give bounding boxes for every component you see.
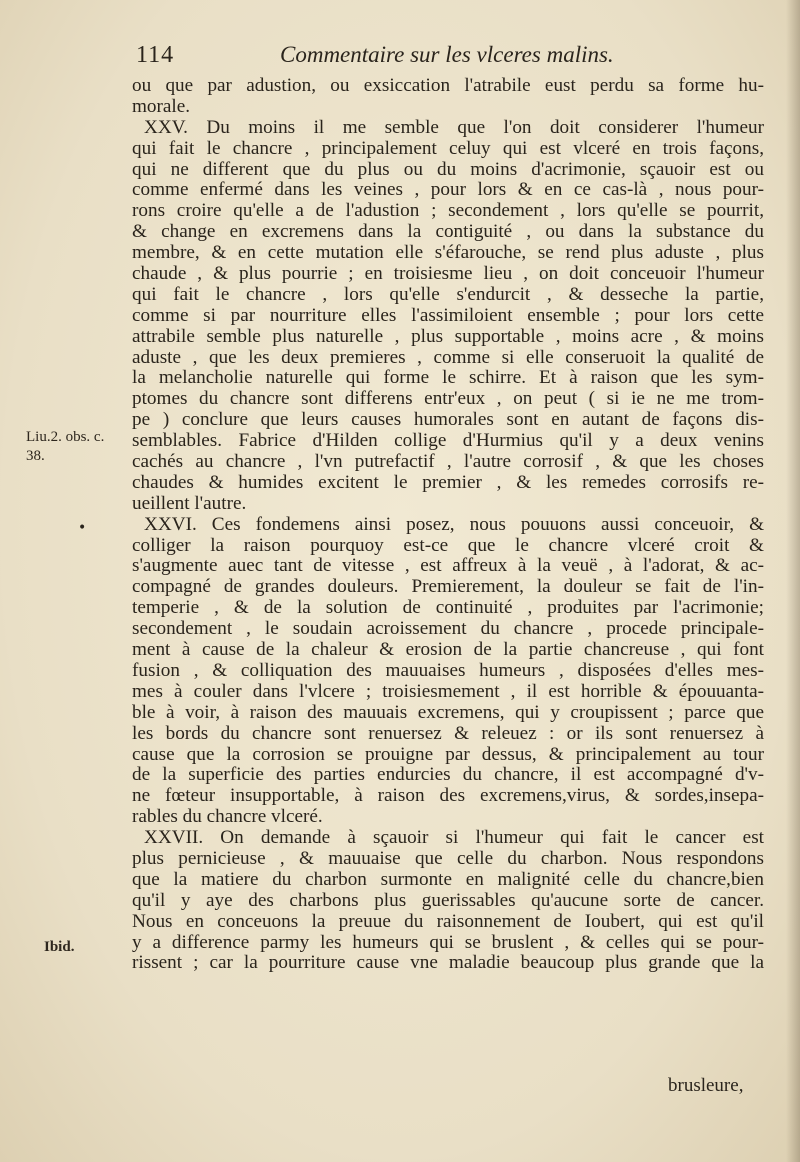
text-line: chaudes & humides excitent le premier , & les remedes corrosifs re- <box>132 472 764 493</box>
text-line: XXV. Du moins il me semble que l'on doit considerer l'humeur <box>144 117 764 138</box>
text-line: temperie , & de la solution de continuité , produites par l'acrimonie; <box>132 598 764 619</box>
text-line: cause que la corrosion se prouigne par dessus, & principalement au tour <box>132 744 764 765</box>
text-line: ou que par adustion, ou exsiccation l'atrabile eust perdu sa forme hu- <box>132 76 764 96</box>
text-line: ment à cause de la chaleur & erosion de la partie chancreuse , qui font <box>132 640 764 661</box>
text-line: qu'il y aye des charbons plus guerissables qu'aucune sorte de cancer. <box>132 890 764 911</box>
text-line: plus pernicieuse , & mauuaise que celle du charbon. Nous respondons <box>132 848 764 869</box>
text-line: ueillent l'autre. <box>132 493 247 514</box>
catchword: brusleure, <box>668 1075 744 1096</box>
text-line: Nous en conceuons la preuue du raisonnement de Ioubert, qui est qu'il <box>132 911 764 932</box>
text-line: cachés au chancre , l'vn putrefactif , l'autre corrosif , & que les choses <box>132 452 764 473</box>
text-line: les bords du chancre sont renuersez & releuez : or ils sont renuersez à <box>132 723 764 744</box>
text-line: XXVII. On demande à sçauoir si l'humeur qui fait le cancer est <box>144 828 764 849</box>
text-line: aduste , que les deux premieres , comme si elle conseruoit la qualité de <box>132 347 764 368</box>
text-line: rons croire qu'elle a de l'adustion ; secondement , lors qu'elle se pourrit, <box>132 201 764 222</box>
text-line: qui ne different que du plus ou du moins d'acrimonie, sçauoir est ou <box>132 159 764 180</box>
text-line: semblables. Fabrice d'Hilden collige d'Hurmius qu'il y a deux venins <box>132 431 764 452</box>
text-line: que la matiere du charbon surmonte en malignité celle du chancre,bien <box>132 869 764 890</box>
text-line: rissent ; car la pourriture cause vne maladie beaucoup plus grande que la <box>132 953 764 974</box>
running-title: Commentaire sur les vlceres malins. <box>280 42 614 67</box>
margin-note-citation: Liu.2. obs. c. <box>26 429 105 445</box>
text-line: ble à voir, à raison des mauuais excremens, qui y croupissent ; parce que <box>132 702 764 723</box>
body-text <box>132 76 764 974</box>
text-line: s'augmente auec tant de vitesse , est affreux à la veuë , à l'adorat, & ac- <box>132 556 764 577</box>
margin-note-ibid: Ibid. <box>44 939 75 955</box>
margin-mark: • <box>78 520 87 536</box>
text-line: pe ) conclure que leurs causes humorales sont en autant de façons dis- <box>132 410 764 431</box>
text-line: attrabile semble plus naturelle , plus supportable , moins acre , & moins <box>132 326 764 347</box>
text-line: la melancholie naturelle qui forme le schirre. Et à raison que les sym- <box>132 368 764 389</box>
text-line: rables du chancre vlceré. <box>132 807 323 828</box>
text-line: ptomes du chancre sont differens entr'eux , on peut ( si ie ne me trom- <box>132 389 764 410</box>
text-line: comme si par nourriture elles l'assimiloient ensemble ; pour lors cette <box>132 305 764 326</box>
text-line: compagné de grandes douleurs. Premierement, la douleur se fait de l'in- <box>132 577 764 598</box>
text-line: ne fœteur insupportable, à raison des excremens,virus, & sordes,insepa- <box>132 786 764 807</box>
text-line: comme enfermé dans les veines , pour lors & en ce cas-là , nous pour- <box>132 180 764 201</box>
page-edge-shadow <box>786 0 800 1162</box>
text-line: fusion , & colliquation des mauuaises humeurs , disposées d'elles mes- <box>132 660 764 681</box>
text-line: mes à couler dans l'vlcere ; troisiesmement , il est horrible & épouuanta- <box>132 681 764 702</box>
text-line: XXVI. Ces fondemens ainsi posez, nous pouuons aussi conceuoir, & <box>144 514 764 535</box>
page-number: 114 <box>136 42 175 68</box>
text-line: y a difference parmy les humeurs qui se bruslent , & celles qui se pour- <box>132 932 764 953</box>
margin-note-citation-number: 38. <box>26 448 45 464</box>
text-line: qui fait le chancre , lors qu'elle s'endurcit , & desseche la partie, <box>132 284 764 305</box>
text-line: morale. <box>132 96 191 117</box>
text-line: & change en excremens dans la contiguité , ou dans la substance du <box>132 222 764 243</box>
text-line: membre, & en cette mutation elle s'éfarouche, se rend plus aduste , plus <box>132 243 764 264</box>
text-line: de la superficie des parties endurcies du chancre, il est accompagné d'v- <box>132 765 764 786</box>
text-line: colliger la raison pourquoy est-ce que le chancre vlceré croit & <box>132 535 764 556</box>
text-line: chaude , & plus pourrie ; en troisiesme lieu , on doit conceuoir l'humeur <box>132 264 764 285</box>
text-line: secondement , le soudain acroissement du chancre , procede principale- <box>132 619 764 640</box>
page-header <box>120 40 720 76</box>
text-line: qui fait le chancre , principalement celuy qui est vlceré en trois façons, <box>132 138 764 159</box>
